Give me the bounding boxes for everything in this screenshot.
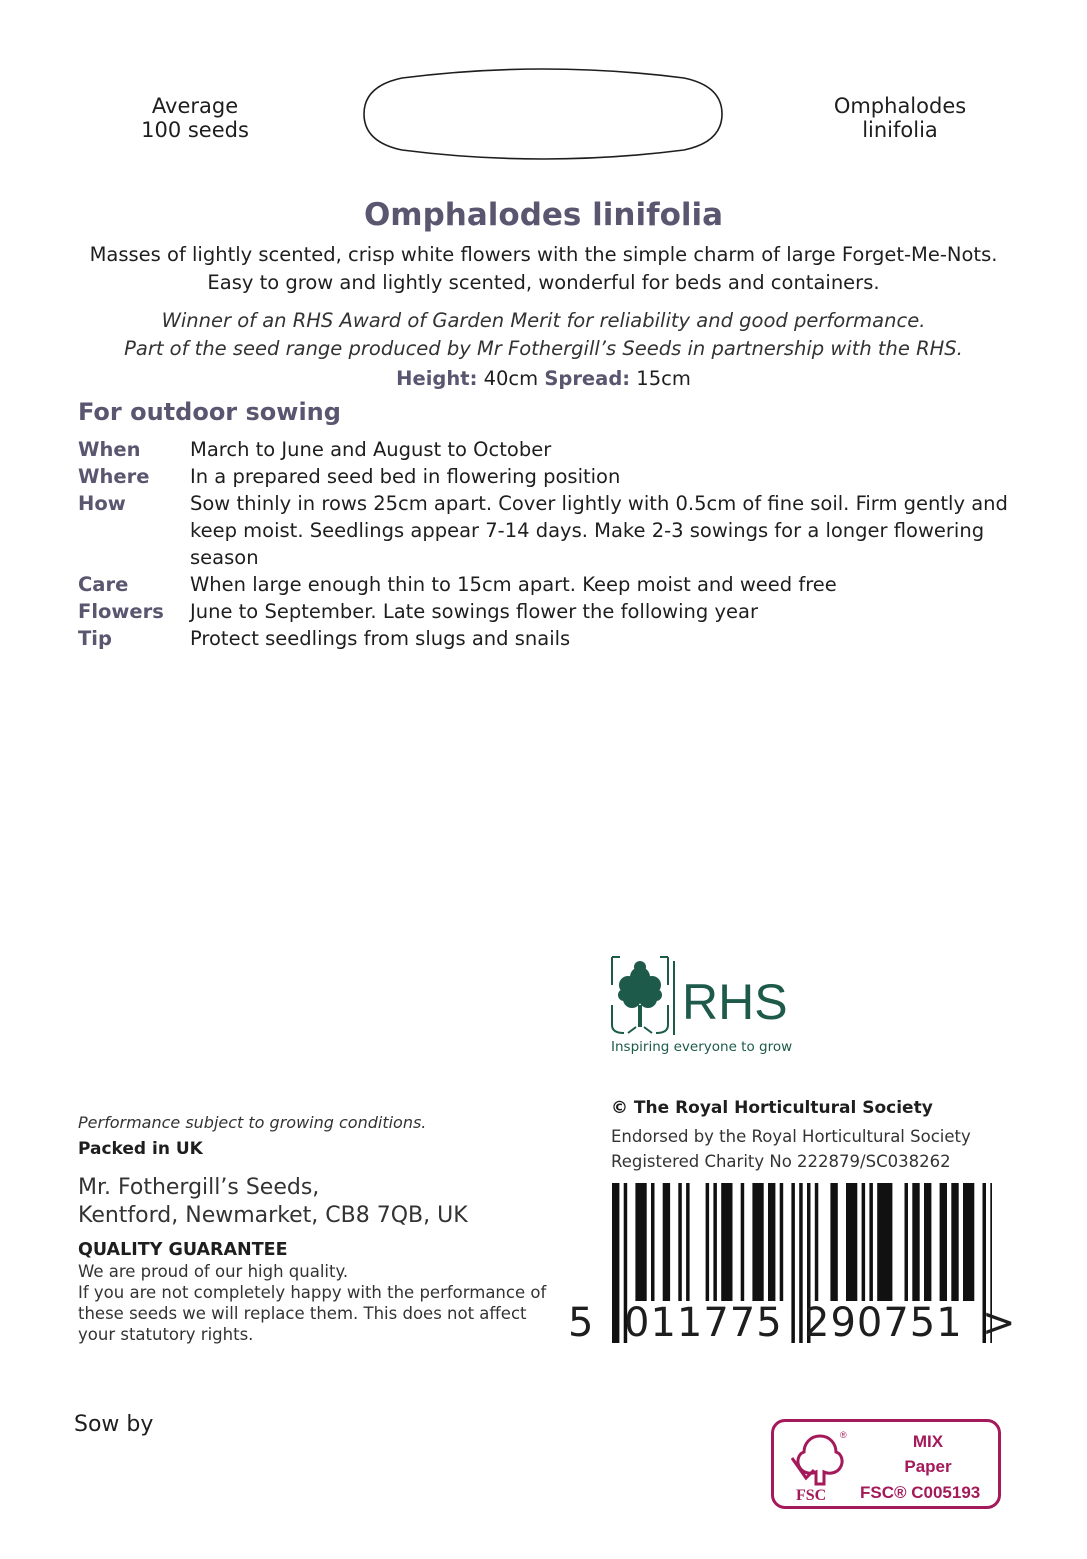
barcode-bar bbox=[963, 1183, 974, 1301]
sowing-value: When large enough thin to 15cm apart. Keep moist and weed free bbox=[190, 573, 837, 596]
award-text bbox=[20, 307, 1067, 363]
seed-count-line2: 100 seeds bbox=[141, 118, 249, 142]
address-line2: Kentford, Newmarket, CB8 7QB, UK bbox=[78, 1203, 468, 1228]
product-title: Omphalodes linifolia bbox=[363, 197, 724, 233]
variety-name-header bbox=[810, 94, 990, 142]
svg-text:®: ® bbox=[840, 1430, 847, 1440]
barcode-digits-right: 290751 bbox=[804, 1300, 963, 1346]
barcode-bar bbox=[741, 1183, 745, 1301]
barcode-bar bbox=[924, 1183, 931, 1301]
sowing-key: Care bbox=[78, 573, 129, 596]
sowing-row-how bbox=[78, 490, 1008, 571]
spread-label: Spread: bbox=[544, 367, 631, 390]
fsc-license-code: FSC® C005193 bbox=[860, 1483, 981, 1502]
height-value: 40cm bbox=[483, 367, 539, 390]
variety-name-line1: Omphalodes bbox=[833, 94, 967, 118]
quality-line1: We are proud of our high quality. bbox=[78, 1262, 349, 1281]
barcode-bar bbox=[912, 1183, 919, 1301]
barcode-number bbox=[568, 1300, 1018, 1348]
sowing-table bbox=[78, 436, 1008, 652]
barcode-bar bbox=[905, 1183, 909, 1301]
sowing-row-flowers bbox=[78, 598, 1008, 625]
barcode-quiet-marker: > bbox=[982, 1300, 1016, 1346]
fsc-tree-icon bbox=[786, 1428, 854, 1504]
sowing-key: When bbox=[78, 438, 141, 461]
barcode-bar bbox=[815, 1183, 819, 1301]
company-address bbox=[78, 1174, 468, 1230]
sowing-value: In a prepared seed bed in flowering position bbox=[190, 465, 621, 488]
barcode-bar bbox=[635, 1183, 646, 1301]
barcode-bar bbox=[830, 1183, 837, 1301]
charity-line: Registered Charity No 222879/SC038262 bbox=[611, 1152, 951, 1171]
barcode-bar bbox=[678, 1183, 682, 1301]
sow-by-label: Sow by bbox=[74, 1412, 154, 1437]
height-label: Height: bbox=[396, 367, 478, 390]
fsc-mix-label: MIX bbox=[912, 1432, 944, 1451]
barcode-digit-lead: 5 bbox=[568, 1300, 594, 1346]
rhs-endorsement bbox=[611, 1124, 971, 1174]
barcode-bar bbox=[721, 1183, 732, 1301]
sowing-value: Protect seedlings from slugs and snails bbox=[190, 627, 571, 650]
barcode-bar bbox=[862, 1183, 866, 1301]
barcode-bar bbox=[752, 1183, 763, 1301]
award-line1: Winner of an RHS Award of Garden Merit for reliability and good performance. bbox=[161, 309, 926, 332]
quality-guarantee-text bbox=[78, 1261, 568, 1345]
sowing-key: How bbox=[78, 492, 126, 515]
sowing-value: Sow thinly in rows 25cm apart. Cover lightly with 0.5cm of fine soil. Firm gently and keep moist. Seedlings appear 7-14 days. Make 2-3 sowings for a longer flowering season bbox=[190, 492, 1008, 569]
product-description bbox=[20, 241, 1067, 297]
quality-guarantee-title: QUALITY GUARANTEE bbox=[78, 1240, 288, 1260]
award-line2: Part of the seed range produced by Mr Fothergill’s Seeds in partnership with the RHS. bbox=[124, 337, 963, 360]
seed-count bbox=[110, 94, 280, 142]
barcode-bar bbox=[663, 1183, 670, 1301]
barcode-bar bbox=[940, 1183, 947, 1301]
barcode-bar bbox=[869, 1183, 873, 1301]
quality-line2: If you are not completely happy with the performance of these seeds we will replace them. This does not affect your statutory rights. bbox=[78, 1283, 547, 1344]
variety-name-line2: linifolia bbox=[862, 118, 938, 142]
barcode-bar bbox=[713, 1183, 717, 1301]
barcode-bar bbox=[877, 1183, 892, 1301]
sowing-value: March to June and August to October bbox=[190, 438, 552, 461]
sowing-row-tip bbox=[78, 625, 1008, 652]
sowing-row-when bbox=[78, 436, 1008, 463]
spread-value: 15cm bbox=[636, 367, 691, 390]
sowing-value: June to September. Late sowings flower the following year bbox=[190, 600, 758, 623]
sowing-row-care bbox=[78, 571, 1008, 598]
rhs-tree-icon bbox=[612, 957, 668, 1033]
barcode-bar bbox=[651, 1183, 655, 1301]
rhs-tagline: Inspiring everyone to grow bbox=[611, 1039, 793, 1055]
label-window-shape bbox=[362, 66, 724, 162]
barcode-bar bbox=[780, 1183, 784, 1301]
barcode-bar bbox=[951, 1183, 958, 1301]
sowing-key: Where bbox=[78, 465, 150, 488]
barcode-bar bbox=[686, 1183, 690, 1301]
sowing-key: Flowers bbox=[78, 600, 164, 623]
address-line1: Mr. Fothergill’s Seeds, bbox=[78, 1175, 320, 1200]
barcode-bar bbox=[768, 1183, 775, 1301]
description-line1: Masses of lightly scented, crisp white flowers with the simple charm of large Forget-Me-Nots. bbox=[89, 243, 998, 266]
barcode-bar bbox=[706, 1183, 710, 1301]
fsc-paper-label: Paper bbox=[904, 1457, 952, 1476]
endorsed-line: Endorsed by the Royal Horticultural Society bbox=[611, 1127, 971, 1146]
fsc-logo bbox=[771, 1419, 1001, 1509]
seed-count-line1: Average bbox=[151, 94, 239, 118]
barcode-digits-left: 011775 bbox=[624, 1300, 783, 1346]
sowing-key: Tip bbox=[78, 627, 112, 650]
rhs-copyright: © The Royal Horticultural Society bbox=[611, 1098, 933, 1118]
packed-in: Packed in UK bbox=[78, 1139, 203, 1159]
description-line2: Easy to grow and lightly scented, wonderful for beds and containers. bbox=[207, 271, 880, 294]
barcode-bar bbox=[846, 1183, 857, 1301]
sowing-heading: For outdoor sowing bbox=[78, 398, 341, 426]
plant-dimensions bbox=[0, 367, 1087, 390]
sowing-row-where bbox=[78, 463, 1008, 490]
performance-note: Performance subject to growing conditions. bbox=[78, 1113, 427, 1132]
fsc-logo-text: FSC bbox=[796, 1487, 827, 1504]
rhs-logo-text: RHS bbox=[682, 974, 788, 1030]
